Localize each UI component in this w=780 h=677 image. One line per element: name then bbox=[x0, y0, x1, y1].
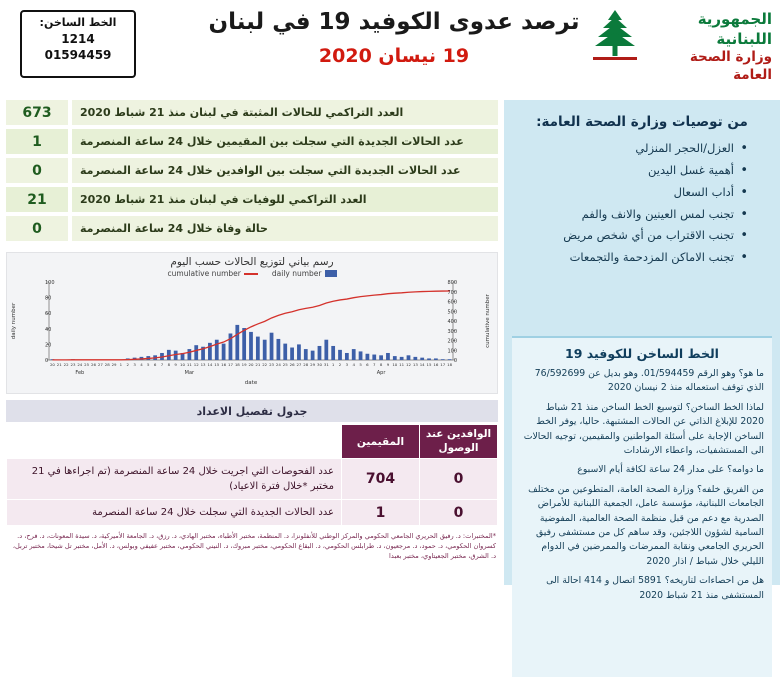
svg-text:100: 100 bbox=[447, 348, 457, 355]
stat-row bbox=[6, 158, 498, 183]
svg-text:15: 15 bbox=[426, 362, 432, 367]
cell-arrivals: 0 bbox=[420, 500, 498, 526]
chart-legend bbox=[7, 269, 497, 278]
government-name bbox=[650, 6, 772, 84]
svg-text:5: 5 bbox=[359, 362, 362, 367]
stat-value: 673 bbox=[6, 100, 68, 125]
stat-row bbox=[6, 216, 498, 241]
svg-text:cumulative number: cumulative number bbox=[485, 294, 491, 348]
col-header-blank bbox=[7, 425, 342, 459]
stat-label: عدد الحالات الجديدة التي سجلت بين الوافدين خلال 24 ساعة المنصرمة bbox=[72, 158, 498, 183]
table-row bbox=[7, 459, 498, 500]
detail-section-title: جدول تفصيل الاعداد bbox=[6, 400, 498, 422]
legend-swatch-line bbox=[244, 273, 258, 275]
detail-table bbox=[6, 424, 498, 526]
svg-text:2: 2 bbox=[338, 362, 342, 367]
svg-text:29: 29 bbox=[310, 362, 316, 367]
svg-text:600: 600 bbox=[447, 299, 457, 306]
hotline-number-2: 01594459 bbox=[44, 48, 112, 63]
svg-text:4: 4 bbox=[140, 362, 143, 367]
svg-text:18: 18 bbox=[447, 362, 453, 367]
svg-text:500: 500 bbox=[447, 309, 457, 316]
svg-text:25: 25 bbox=[84, 362, 90, 367]
svg-text:29: 29 bbox=[111, 362, 117, 367]
hotline-info-paragraph: ما دوامه؟ على مدار 24 ساعة لكافة أيام الاسبوع bbox=[577, 464, 764, 476]
list-item: • العزل/الحجر المنزلي bbox=[518, 138, 748, 160]
svg-text:30: 30 bbox=[316, 362, 322, 367]
stat-label: العدد التراكمي للوفيات في لبنان منذ 21 شباط 2020 bbox=[72, 187, 498, 212]
svg-text:1: 1 bbox=[119, 362, 123, 367]
hotline-info-block bbox=[512, 336, 772, 677]
row-label: عدد الفحوصات التي اجريت خلال 24 ساعة المنصرمة (تم اجراءها في 21 مختبر *خلال فترة الاعياد) bbox=[7, 459, 342, 500]
svg-text:100: 100 bbox=[45, 280, 55, 286]
svg-text:24: 24 bbox=[275, 362, 281, 367]
list-item: • تجنب لمس العينين والانف والفم bbox=[518, 204, 748, 226]
svg-text:22: 22 bbox=[262, 362, 268, 367]
svg-text:4: 4 bbox=[352, 362, 355, 367]
stat-row bbox=[6, 100, 498, 125]
svg-text:20: 20 bbox=[45, 342, 52, 349]
svg-text:31: 31 bbox=[323, 362, 329, 367]
stat-value: 21 bbox=[6, 187, 68, 212]
recommendations-title: من توصيات وزارة الصحة العامة: bbox=[536, 114, 748, 130]
svg-text:300: 300 bbox=[447, 328, 457, 335]
svg-text:60: 60 bbox=[45, 311, 52, 318]
svg-text:11: 11 bbox=[399, 362, 405, 367]
svg-text:23: 23 bbox=[70, 362, 76, 367]
hotline-info-paragraph: هل من احصاءات لتاريخه؟ 5891 اتصال و 414 احالة الى المستشفى منذ 21 شباط 2020 bbox=[546, 575, 764, 601]
table-footnote: *المختبرات: د. رفيق الحريري الجامعي الحكومي والمركز الوطني للأنفلونزا، د. المنظمة، مختبر الأطباء، مختبر الهادي، د. رزق، د. الجامعة الأميركية، د. سيدة المعونات، د. فرح، د. كسروان الحكومي، د. حمود، د. مرجعيون، د. طرابلس الحكومي، د. البقاع الحكومي، مختبر مبروك، د. النيني الحكومي، مختبر عفيفي وبولس، د. الأمل، مختبر تل شيحا، مختبر تربل، د. الشرق، مختبر الجعيتاوي، مختبر بعبدا bbox=[12, 532, 496, 560]
hotline-info-paragraph: ما هو؟ وهو الرقم 01/594459. وهو بديل عن 76/592699 الذي توقف استعماله منذ 2 نيسان 2020 bbox=[534, 368, 764, 394]
svg-text:Apr: Apr bbox=[376, 370, 386, 376]
svg-text:9: 9 bbox=[386, 362, 390, 367]
government-logo bbox=[586, 6, 772, 83]
svg-text:2: 2 bbox=[126, 362, 129, 367]
stat-label: حالة وفاة خلال 24 ساعة المنصرمة bbox=[72, 216, 498, 241]
svg-text:Feb: Feb bbox=[75, 370, 85, 376]
chart-plot-area bbox=[5, 278, 497, 386]
list-item: • أداب السعال bbox=[518, 182, 748, 204]
svg-text:11: 11 bbox=[186, 362, 192, 367]
list-item: • تجنب الاقتراب من أي شخص مريض bbox=[518, 225, 748, 247]
svg-text:24: 24 bbox=[77, 362, 83, 367]
hotline-info-title: الخط الساخن للكوفيد 19 bbox=[565, 346, 719, 361]
col-header-residents: المقيمين bbox=[342, 425, 420, 459]
svg-text:17: 17 bbox=[440, 362, 446, 367]
list-item: • تجنب الاماكن المزدحمة والتجمعات bbox=[518, 247, 748, 269]
stat-label: العدد التراكمي للحالات المثبتة في لبنان منذ 21 شباط 2020 bbox=[72, 100, 498, 125]
svg-text:3: 3 bbox=[345, 362, 349, 367]
svg-text:700: 700 bbox=[447, 289, 457, 296]
svg-text:7: 7 bbox=[160, 362, 164, 367]
svg-text:25: 25 bbox=[282, 362, 288, 367]
republic-label: الجمهورية اللبنانية bbox=[697, 10, 772, 48]
svg-text:daily number: daily number bbox=[11, 302, 17, 340]
chart-svg bbox=[5, 278, 497, 386]
sidebar bbox=[504, 100, 780, 601]
svg-text:200: 200 bbox=[447, 338, 457, 345]
svg-text:400: 400 bbox=[447, 319, 457, 325]
svg-text:6: 6 bbox=[366, 362, 369, 367]
hotline-info-paragraph: من الفريق خلفه؟ وزارة الصحة العامة، المتطوعين من مختلف الجامعات اللبنانية، مؤسسة عامل، الجمعية اللبنانية للأمراض الصدرية مع دعم من قبل منظمة الصحة العالمية، المفوضية السامية لشؤون اللاجئين، وقد ساهم كل من مستشفى رفيق الحريري الجامعي ونقابة الممرضات والممرضين في الدوام الليلي خلال شباط / اذار 2020 bbox=[528, 483, 764, 567]
svg-text:9: 9 bbox=[174, 362, 177, 367]
svg-text:28: 28 bbox=[104, 362, 110, 367]
cell-residents: 1 bbox=[342, 500, 420, 526]
svg-text:17: 17 bbox=[227, 362, 233, 367]
svg-text:13: 13 bbox=[412, 362, 418, 367]
svg-text:0: 0 bbox=[453, 358, 457, 364]
row-label: عدد الحالات الجديدة التي سجلت خلال 24 ساعة المنصرمة bbox=[7, 500, 342, 526]
legend-label: daily number bbox=[271, 269, 322, 278]
svg-text:27: 27 bbox=[296, 362, 302, 367]
svg-text:80: 80 bbox=[45, 295, 52, 302]
svg-text:16: 16 bbox=[221, 362, 227, 367]
cell-arrivals: 0 bbox=[420, 459, 498, 500]
hotline-box bbox=[20, 10, 136, 78]
svg-text:6: 6 bbox=[153, 362, 157, 367]
svg-text:21: 21 bbox=[255, 362, 261, 367]
stat-row bbox=[6, 187, 498, 212]
table-row bbox=[7, 500, 498, 526]
table-header-row bbox=[7, 425, 498, 459]
stat-value: 0 bbox=[6, 216, 68, 241]
stat-value: 1 bbox=[6, 129, 68, 154]
chart-title: رسم بياني لتوزيع الحالات حسب اليوم bbox=[170, 256, 334, 268]
svg-text:15: 15 bbox=[214, 362, 220, 367]
hotline-number-1: 1214 bbox=[61, 31, 95, 46]
svg-text:20: 20 bbox=[49, 362, 55, 367]
recommendations-list bbox=[518, 138, 766, 269]
svg-text:5: 5 bbox=[147, 362, 150, 367]
hotline-label: الخط الساخن: bbox=[39, 16, 117, 29]
stat-label: عدد الحالات الجديدة التي سجلت بين المقيمين خلال 24 ساعة المنصرمة bbox=[72, 129, 498, 154]
stat-value: 0 bbox=[6, 158, 68, 183]
legend-label: cumulative number bbox=[167, 269, 241, 278]
col-header-arrivals: الوافدين عند الوصول bbox=[420, 425, 498, 459]
title-block bbox=[204, 8, 584, 67]
svg-text:1: 1 bbox=[331, 362, 335, 367]
hotline-info-paragraph: لماذا الخط الساخن؟ لتوسيع الخط الساخن منذ 21 شباط 2020 للإبلاغ الذاتي عن الحالات المشتبهة. حاليا، يوفر الخط الساخن الإجابة على أسئلة المواطنين والمقيمين، توجيه الحالات الى المستشفيات، واعطاء الارشادات bbox=[523, 401, 764, 457]
cell-residents: 704 bbox=[342, 459, 420, 500]
report-date: 19 نيسان 2020 bbox=[318, 44, 470, 67]
page-header bbox=[0, 0, 780, 100]
legend-item-cumulative bbox=[168, 269, 258, 278]
epi-curve-chart bbox=[6, 252, 498, 394]
svg-text:16: 16 bbox=[433, 362, 439, 367]
svg-text:23: 23 bbox=[269, 362, 275, 367]
svg-text:20: 20 bbox=[248, 362, 254, 367]
svg-text:14: 14 bbox=[207, 362, 213, 367]
svg-text:Mar: Mar bbox=[184, 370, 195, 376]
svg-text:26: 26 bbox=[91, 362, 96, 367]
svg-text:18: 18 bbox=[234, 362, 240, 367]
page-title: ترصد عدوى الكوفيد 19 في لبنان bbox=[208, 9, 580, 35]
legend-swatch-bar bbox=[325, 270, 337, 277]
list-item: • أهمية غسل اليدين bbox=[518, 160, 748, 182]
svg-text:8: 8 bbox=[167, 362, 171, 367]
svg-text:800: 800 bbox=[447, 280, 457, 286]
svg-text:date: date bbox=[244, 380, 258, 386]
svg-text:12: 12 bbox=[193, 362, 199, 367]
svg-text:28: 28 bbox=[303, 362, 309, 367]
ministry-label: وزارة الصحة العامة bbox=[689, 49, 772, 83]
svg-text:26: 26 bbox=[289, 362, 295, 367]
svg-text:8: 8 bbox=[379, 362, 383, 367]
summary-stats bbox=[0, 100, 504, 245]
svg-text:0: 0 bbox=[45, 358, 49, 364]
legend-item-daily bbox=[272, 269, 337, 278]
svg-text:21: 21 bbox=[56, 362, 62, 367]
svg-text:10: 10 bbox=[392, 362, 398, 367]
svg-text:14: 14 bbox=[419, 362, 425, 367]
stat-row bbox=[6, 129, 498, 154]
svg-text:12: 12 bbox=[406, 362, 411, 367]
svg-text:13: 13 bbox=[200, 362, 206, 367]
svg-text:40: 40 bbox=[45, 326, 52, 333]
cedar-tree-icon bbox=[586, 6, 644, 64]
svg-text:19: 19 bbox=[241, 362, 247, 367]
svg-text:3: 3 bbox=[133, 362, 136, 367]
svg-text:27: 27 bbox=[97, 362, 103, 367]
svg-text:7: 7 bbox=[373, 362, 376, 367]
svg-text:10: 10 bbox=[180, 362, 186, 367]
svg-text:22: 22 bbox=[63, 362, 69, 367]
